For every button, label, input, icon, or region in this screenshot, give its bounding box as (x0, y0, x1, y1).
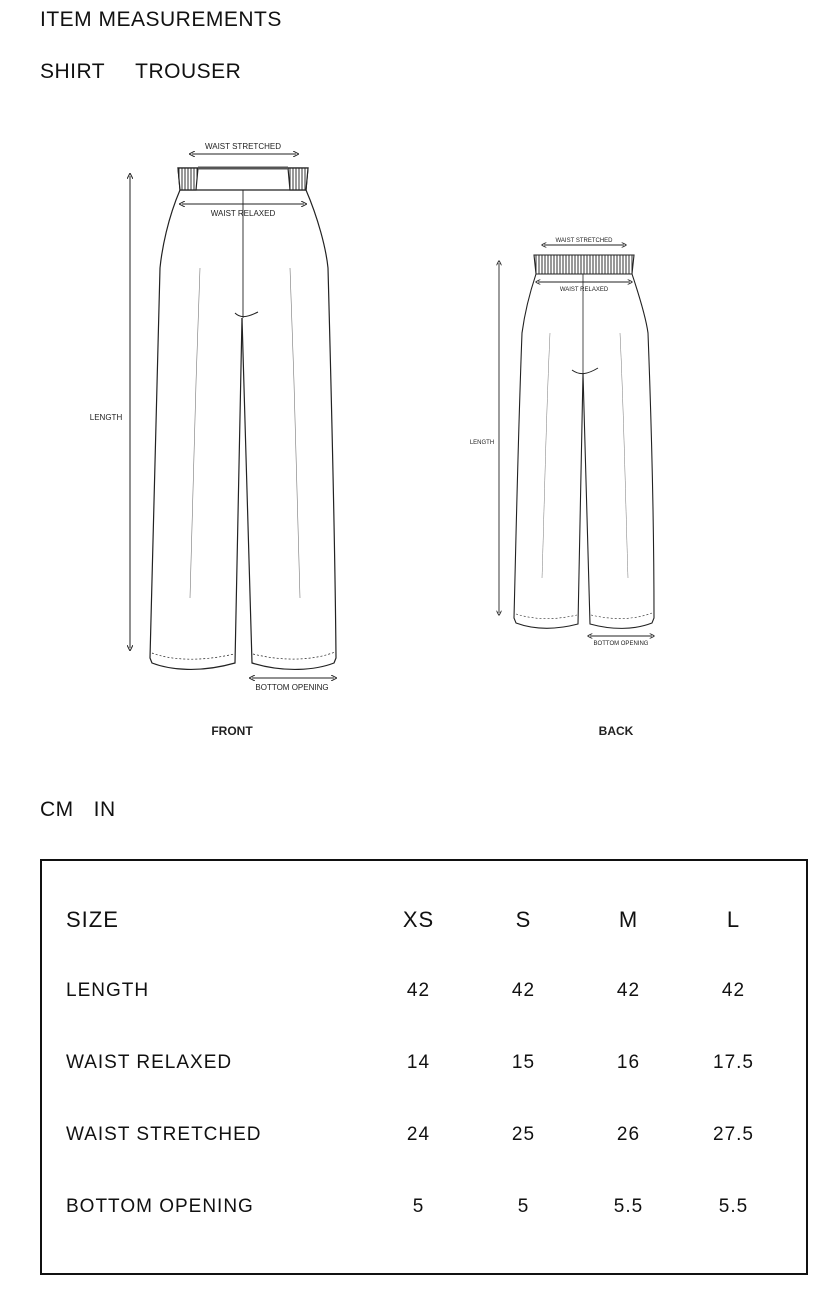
front-label-bottom-opening: BOTTOM OPENING (255, 683, 329, 692)
header-l: L (726, 907, 741, 932)
cell-value: 5 (412, 1196, 425, 1217)
header-size: SIZE (66, 907, 119, 932)
cell-value: 5 (517, 1196, 530, 1217)
section-title: ITEM MEASUREMENTS (40, 8, 282, 31)
cell-value: 42 (406, 980, 431, 1001)
table-row (66, 1099, 786, 1171)
back-measure-lines (499, 245, 652, 636)
cell-value: 5.5 (718, 1196, 749, 1217)
cell-value: 42 (616, 980, 641, 1001)
front-caption: FRONT (211, 724, 253, 738)
front-label-waist-relaxed: WAIST RELAXED (210, 209, 276, 218)
front-measure-lines (130, 154, 334, 678)
cell-value: 25 (511, 1124, 536, 1145)
back-caption: BACK (598, 724, 634, 738)
front-label-length: LENGTH (89, 413, 123, 422)
cell-value: 14 (406, 1052, 431, 1073)
back-trouser-drawing (514, 255, 654, 628)
header-m: M (618, 907, 639, 932)
front-label-waist-stretched: WAIST STRETCHED (204, 142, 282, 151)
back-label-waist-relaxed: WAIST RELAXED (559, 287, 609, 293)
size-chart (40, 859, 808, 1275)
trouser-sketch (40, 118, 808, 768)
cell-value: 26 (616, 1124, 641, 1145)
header-s: S (515, 907, 532, 932)
table-row (66, 955, 786, 1027)
unit-cm-button[interactable]: CM (40, 798, 74, 821)
row-label: WAIST RELAXED (66, 1052, 233, 1073)
cell-value: 42 (511, 980, 536, 1001)
cell-value: 15 (511, 1052, 536, 1073)
back-label-bottom-opening: BOTTOM OPENING (593, 641, 649, 647)
unit-in-button[interactable]: IN (93, 798, 116, 821)
garment-tabs (40, 60, 241, 84)
tab-shirt[interactable]: SHIRT (40, 60, 106, 83)
cell-value: 5.5 (613, 1196, 644, 1217)
table-row (66, 1171, 786, 1243)
row-label: LENGTH (66, 980, 150, 1001)
cell-value: 17.5 (713, 1052, 754, 1073)
cell-value: 24 (406, 1124, 431, 1145)
back-label-waist-stretched: WAIST STRETCHED (555, 238, 613, 244)
header-xs: XS (402, 907, 435, 932)
back-label-length: LENGTH (469, 440, 495, 446)
tab-trouser[interactable]: TROUSER (135, 60, 242, 83)
row-label: BOTTOM OPENING (66, 1196, 254, 1217)
cell-value: 42 (721, 980, 746, 1001)
measurement-diagram (40, 118, 808, 768)
size-table-header (66, 885, 786, 955)
table-row (66, 1027, 786, 1099)
cell-value: 27.5 (713, 1124, 754, 1145)
unit-toggle (40, 798, 116, 822)
row-label: WAIST STRETCHED (66, 1124, 262, 1145)
size-table (66, 885, 786, 1243)
cell-value: 16 (616, 1052, 641, 1073)
front-trouser-drawing (150, 168, 336, 669)
